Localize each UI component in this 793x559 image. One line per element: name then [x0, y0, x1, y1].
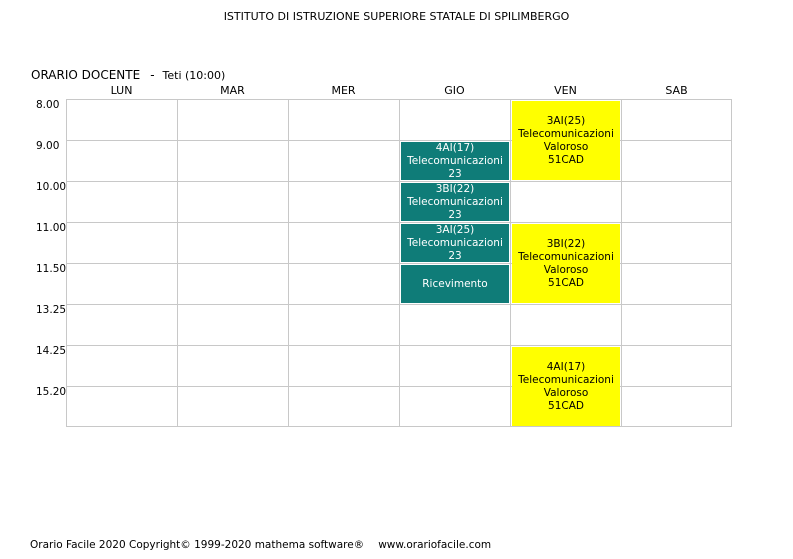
- teacher-name: Teti (10:00): [162, 69, 226, 82]
- lesson-line: 51CAD: [548, 399, 584, 412]
- grid-column-divider: [288, 99, 289, 427]
- lesson-line: 3BI(22): [435, 182, 475, 195]
- lesson-line: Telecomunicazioni: [518, 373, 614, 386]
- grid-column-divider: [399, 99, 400, 427]
- timetable-heading: [31, 68, 225, 82]
- grid-column-divider: [621, 99, 622, 427]
- time-label: 10.00: [36, 181, 67, 193]
- lesson-line: 51CAD: [548, 153, 584, 166]
- time-label: 8.00: [36, 99, 60, 111]
- lesson-line: Telecomunicazioni: [407, 236, 503, 249]
- day-header-ven: VEN: [554, 84, 577, 97]
- lesson-line: Ricevimento: [422, 277, 488, 290]
- lesson-line: 3BI(22): [546, 237, 586, 250]
- time-label: 11.50: [36, 263, 67, 275]
- lesson-block[interactable]: [512, 347, 620, 426]
- lesson-line: Telecomunicazioni: [518, 127, 614, 140]
- grid-column-divider: [510, 99, 511, 427]
- time-label: 13.25: [36, 304, 67, 316]
- lesson-line: 4AI(17): [435, 141, 475, 154]
- lesson-line: 23: [448, 249, 462, 262]
- schedule-label: ORARIO DOCENTE: [31, 68, 141, 82]
- lesson-line: Valoroso: [543, 386, 589, 399]
- grid-column-divider: [177, 99, 178, 427]
- day-header-lun: LUN: [110, 84, 133, 97]
- time-label: 11.00: [36, 222, 67, 234]
- lesson-block[interactable]: [512, 101, 620, 180]
- time-label: 15.20: [36, 386, 67, 398]
- lesson-line: 4AI(17): [546, 360, 586, 373]
- time-label: 14.25: [36, 345, 67, 357]
- day-header-gio: GIO: [444, 84, 465, 97]
- heading-separator: -: [150, 68, 155, 82]
- lesson-block[interactable]: [512, 224, 620, 303]
- time-label: 9.00: [36, 140, 60, 152]
- lesson-block[interactable]: [401, 224, 509, 262]
- lesson-line: 23: [448, 208, 462, 221]
- lesson-line: Valoroso: [543, 263, 589, 276]
- lesson-block[interactable]: [401, 265, 509, 303]
- footer-copyright: Orario Facile 2020 Copyright© 1999-2020 mathema software®: [30, 539, 365, 551]
- lesson-block[interactable]: [401, 183, 509, 221]
- day-header-mer: MER: [331, 84, 356, 97]
- footer-url: www.orariofacile.com: [378, 539, 492, 551]
- lesson-block[interactable]: [401, 142, 509, 180]
- lesson-line: Telecomunicazioni: [407, 154, 503, 167]
- lesson-line: 3AI(25): [546, 114, 586, 127]
- lesson-line: Telecomunicazioni: [518, 250, 614, 263]
- lesson-line: Telecomunicazioni: [407, 195, 503, 208]
- day-header-sab: SAB: [665, 84, 688, 97]
- lesson-line: 23: [448, 167, 462, 180]
- lesson-line: 3AI(25): [435, 223, 475, 236]
- day-header-mar: MAR: [220, 84, 245, 97]
- lesson-line: Valoroso: [543, 140, 589, 153]
- school-title: ISTITUTO DI ISTRUZIONE SUPERIORE STATALE DI SPILIMBERGO: [223, 10, 570, 23]
- footer: [30, 539, 491, 551]
- lesson-line: 51CAD: [548, 276, 584, 289]
